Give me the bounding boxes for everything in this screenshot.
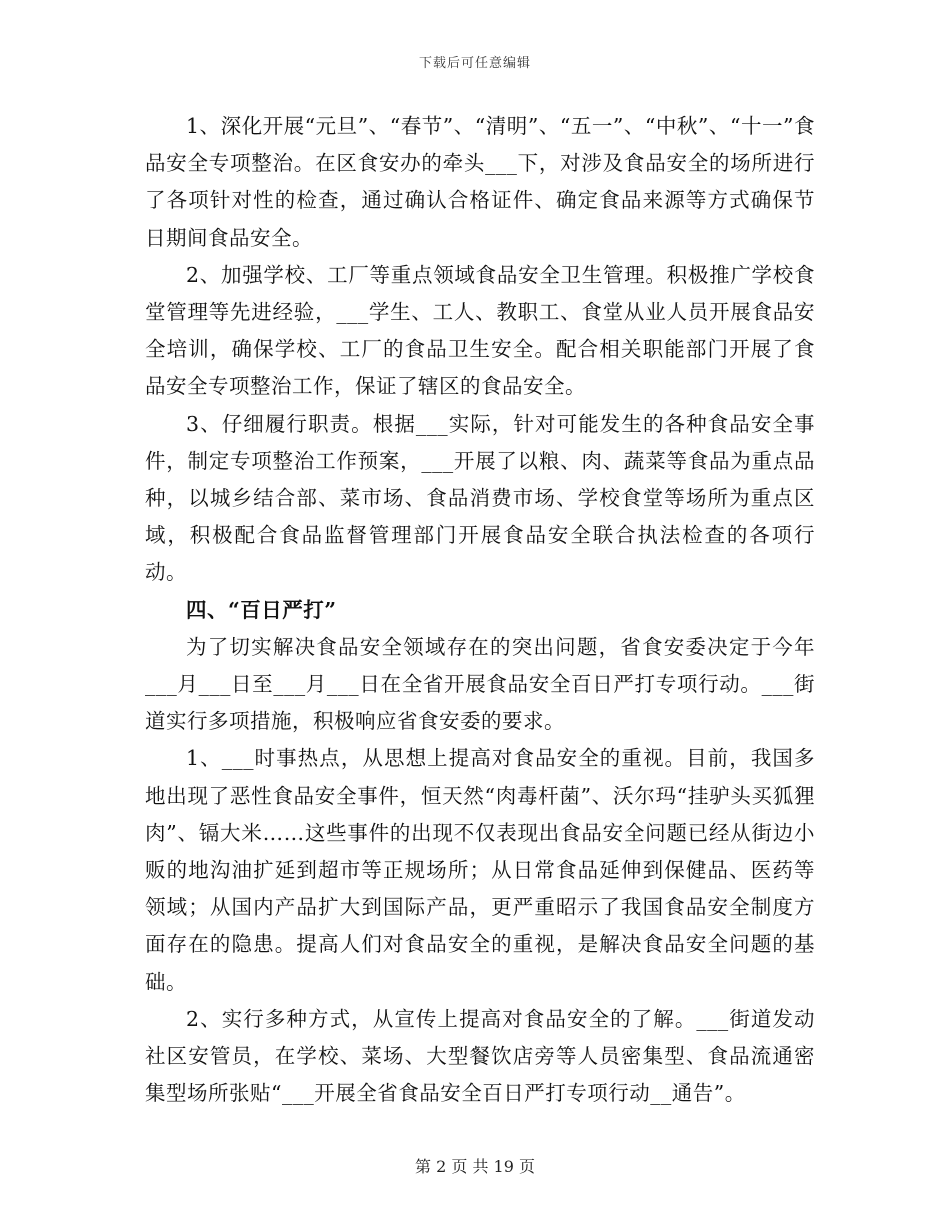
page-footer: 第 2 页 共 19 页 <box>415 1157 535 1176</box>
paragraph-1: 1、深化开展“元旦”、“春节”、“清明”、“五一”、“中秋”、“十一”食品安全专项整治。在区食安办的牵头___下，对涉及食品安全的场所进行了各项针对性的检查，通过确认合格证件、确定食品来源等方式确保节日期间食品安全。 <box>145 114 815 250</box>
paragraph-4: 为了切实解决食品安全领域存在的突出问题，省食安委决定于今年___月___日至___月___日在全省开展食品安全百日严打专项行动。___街道实行多项措施，积极响应省食安委的要求。 <box>145 634 815 734</box>
section-heading: 四、“百日严打” <box>186 597 337 622</box>
document-body <box>145 108 815 1112</box>
paragraph-3: 3、仔细履行职责。根据___实际，针对可能发生的各种食品安全事件，制定专项整治工作预案，___开展了以粮、肉、蔬菜等食品为重点品种，以城乡结合部、菜市场、食品消费市场、学校食堂等场所为重点区域，积极配合食品监督管理部门开展食品安全联合执法检查的各项行动。 <box>145 411 815 585</box>
paragraph-2: 2、加强学校、工厂等重点领域食品安全卫生管理。积极推广学校食堂管理等先进经验，___学生、工人、教职工、食堂从业人员开展食品安全培训，确保学校、工厂的食品卫生安全。配合相关职能部门开展了食品安全专项整治工作，保证了辖区的食品安全。 <box>145 262 815 399</box>
paragraph-5: 1、___时事热点，从思想上提高对食品安全的重视。目前，我国多地出现了恶性食品安全事件，恒天然“肉毒杆菌”、沃尔玛“挂驴头买狐狸肉”、镉大米……这些事件的出现不仅表现出食品安全问题已经从街边小贩的地沟油扩延到超市等正规场所；从日常食品延伸到保健品、医药等领域；从国内产品扩大到国际产品，更严重昭示了我国食品安全制度方面存在的隐患。提高人们对食品安全的重视，是解决食品安全问题的基础。 <box>145 746 815 994</box>
paragraph-6: 2、实行多种方式，从宣传上提高对食品安全的了解。___街道发动社区安管员，在学校、菜场、大型餐饮店旁等人员密集型、食品流通密集型场所张贴“___开展全省食品安全百日严打专项行动__通告”。 <box>145 1006 815 1106</box>
page-header: 下载后可任意编辑 <box>418 56 531 71</box>
